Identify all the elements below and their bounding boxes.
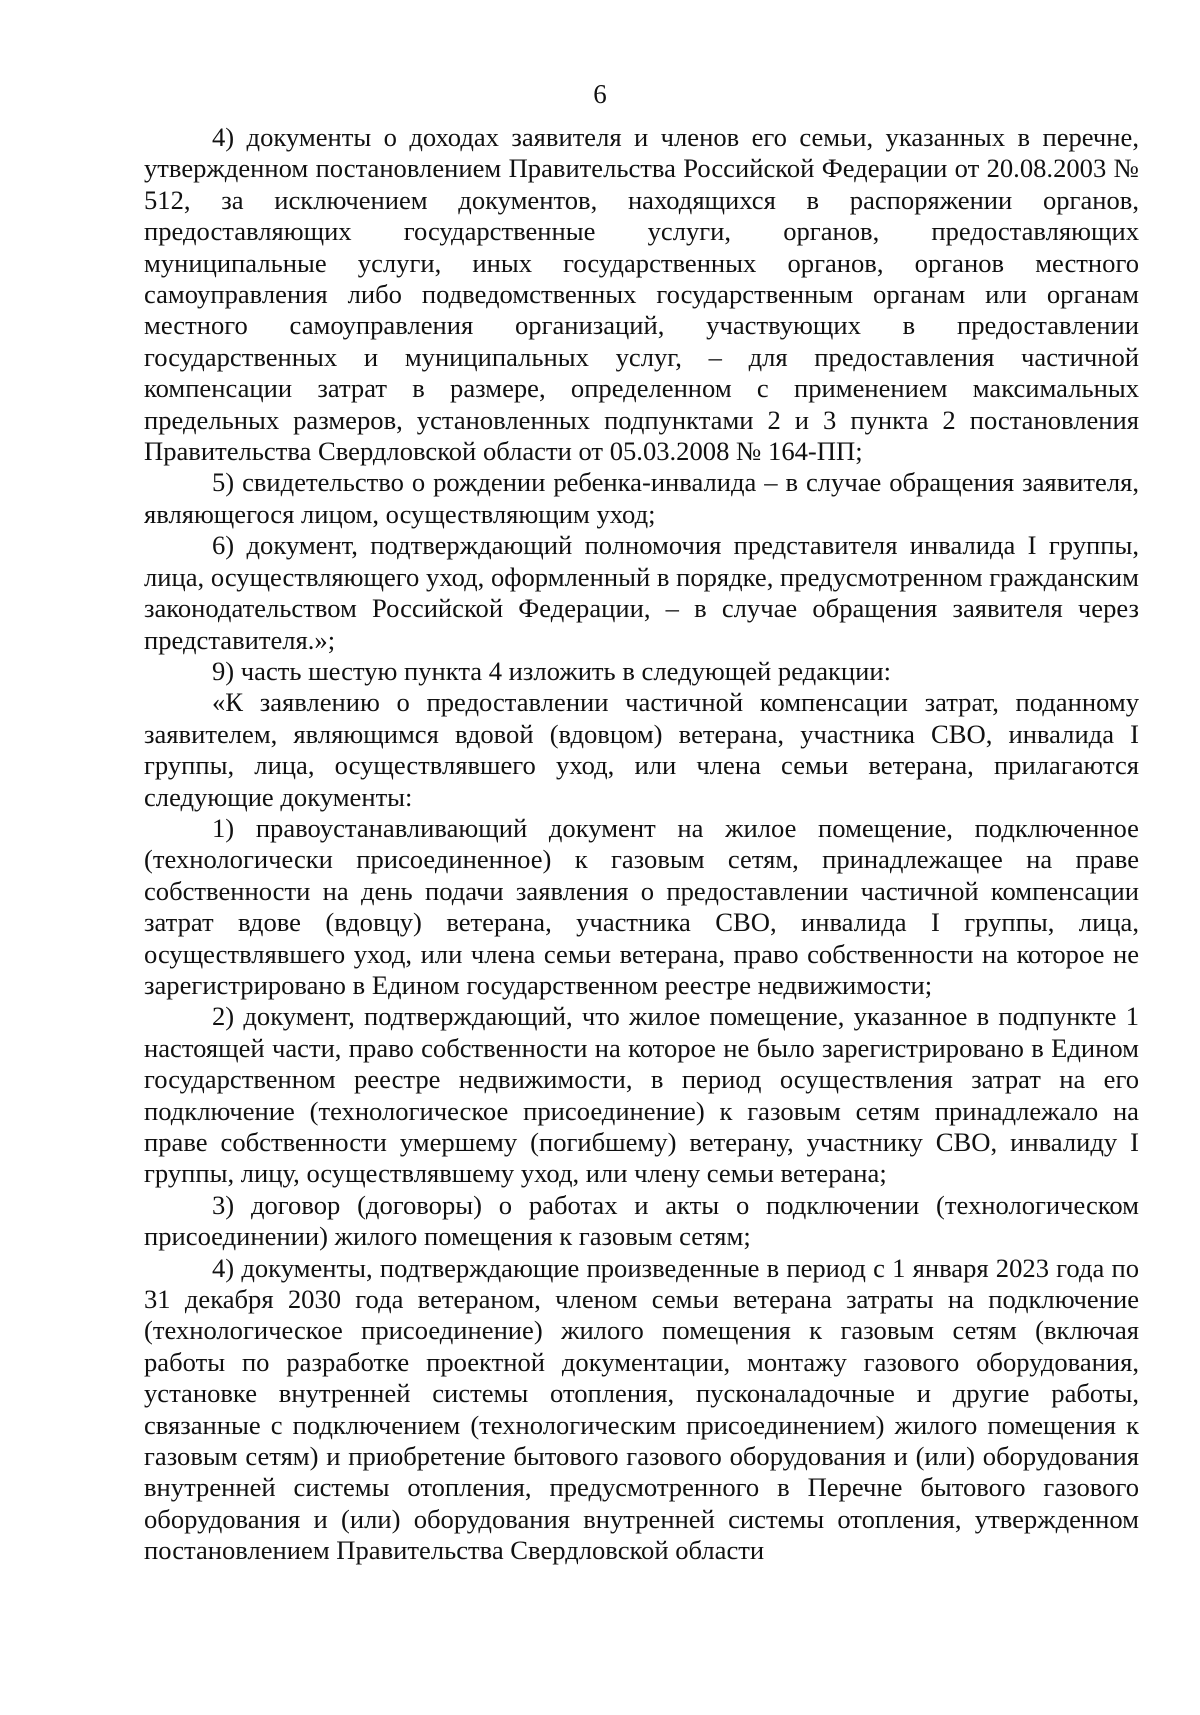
paragraph-item-5-birth-certificate: 5) свидетельство о рождении ребенка-инвалида – в случае обращения заявителя, являющегося лицом, осуществляющим уход; [144, 467, 1139, 529]
document-body [144, 122, 1139, 1567]
paragraph-quoted-intro: «К заявлению о предоставлении частичной компенсации затрат, поданному заявителем, являющимся вдовой (вдовцом) ветерана, участника СВО, инвалида I группы, лица, осуществлявшего уход, или члена семьи ветерана, прилагаются следующие документы: [144, 687, 1139, 812]
paragraph-item-6-representative-authority: 6) документ, подтверждающий полномочия представителя инвалида I группы, лица, осуществляющего уход, оформленный в порядке, предусмотренном гражданским законодательством Российской Федерации, – в случае обращения заявителя через представителя.»; [144, 530, 1139, 655]
paragraph-item-3-contracts-acts: 3) договор (договоры) о работах и акты о подключении (технологическом присоединении) жилого помещения к газовым сетям; [144, 1189, 1139, 1252]
paragraph-item-9-amendment: 9) часть шестую пункта 4 изложить в следующей редакции: [212, 655, 892, 686]
paragraph-item-1-title-document: 1) правоустанавливающий документ на жилое помещение, подключенное (технологически присоединенное) к газовым сетям, принадлежащее на праве собственности на день подачи заявления о предоставлении частичной компенсации затрат вдове (вдовцу) ветерана, участника СВО, инвалида I группы, лица, осуществлявшего уход, или члена семьи ветерана, право собственности на которое не зарегистрировано в Едином государственном реестре недвижимости; [144, 812, 1139, 1000]
page-number: 6 [593, 79, 607, 109]
paragraph-item-2-ownership-proof: 2) документ, подтверждающий, что жилое помещение, указанное в подпункте 1 настоящей части, право собственности на которое не было зарегистрировано в Едином государственном реестре недвижимости, в период осуществления затрат на его подключение (технологическое присоединение) к газовым сетям принадлежало на праве собственности умершему (погибшему) ветерану, участнику СВО, инвалиду I группы, лицу, осуществлявшему уход, или члену семьи ветерана; [144, 1001, 1139, 1189]
paragraph-item-4-income-documents: 4) документы о доходах заявителя и членов его семьи, указанных в перечне, утвержденном постановлением Правительства Российской Федерации от 20.08.2003 № 512, за исключением документов, находящихся в распоряжении органов, предоставляющих государственные услуги, органов, предоставляющих муниципальные услуги, иных государственных органов, органов местного самоуправления либо подведомственных государственным органам или органам местного самоуправления организаций, участвующих в предоставлении государственных и муниципальных услуг, – для предоставления частичной компенсации затрат в размере, определенном с применением максимальных предельных размеров, установленных подпунктами 2 и 3 пункта 2 постановления Правительства Свердловской области от 05.03.2008 № 164-ПП; [144, 122, 1139, 467]
paragraph-item-4-expense-documents: 4) документы, подтверждающие произведенные в период с 1 января 2023 года по 31 декабря 2030 года ветераном, членом семьи ветерана затраты на подключение (технологическое присоединение) жилого помещения к газовым сетям (включая работы по разработке проектной документации, монтажу газового оборудования, установке внутренней системы отопления, пусконаладочные и другие работы, связанные с подключением (технологическим присоединением) жилого помещения к газовым сетям) и приобретение бытового газового оборудования и (или) оборудования внутренней системы отопления, предусмотренного в Перечне бытового газового оборудования и (или) оборудования внутренней системы отопления, утвержденном постановлением Правительства Свердловской области [144, 1252, 1139, 1566]
